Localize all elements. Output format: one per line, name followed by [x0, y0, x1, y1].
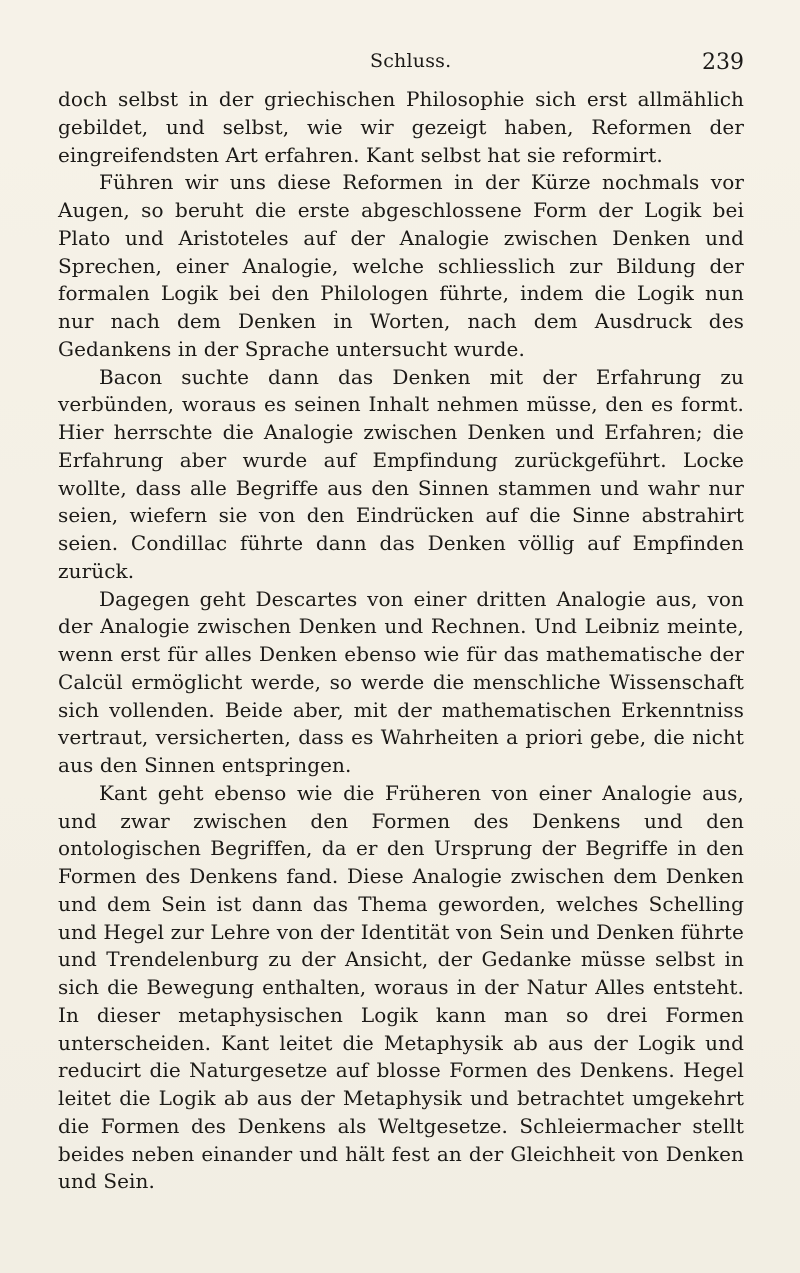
running-head	[0, 50, 800, 80]
paragraph-2: Führen wir uns diese Reformen in der Kürze nochmals vor Augen, so beruht die erste abgeschlossene Form der Logik bei Plato und Aristoteles auf der Analogie zwischen Denken und Sprechen, einer Analogie, welche schliesslich zur Bildung der formalen Logik bei den Philologen führte, indem die Logik nun nur nach dem Denken in Worten, nach dem Ausdruck des Gedankens in der Sprache untersucht wurde.	[58, 170, 744, 361]
page-number: 239	[702, 50, 744, 75]
chapter-title: Schluss.	[370, 50, 452, 72]
body-text	[58, 86, 744, 1196]
paragraph-5: Kant geht ebenso wie die Früheren von einer Analogie aus, und zwar zwischen den Formen des Denkens und den ontologischen Begriffen, da er den Ursprung der Begriffe in den Formen des Denkens fand. Diese Analogie zwischen dem Denken und dem Sein ist dann das Thema geworden, welches Schelling und Hegel zur Lehre von der Identität von Sein und Denken führte und Trendelenburg zu der Ansicht, der Gedanke müsse selbst in sich die Bewegung enthalten, woraus in der Natur Alles entsteht. In dieser metaphysischen Logik kann man so drei Formen unterscheiden. Kant leitet die Metaphysik ab aus der Logik und reducirt die Naturgesetze auf blosse Formen des Denkens. Hegel leitet die Logik ab aus der Metaphysik und betrachtet umgekehrt die Formen des Denkens als Weltgesetze. Schleiermacher stellt beides neben einander und hält fest an der Gleichheit von Denken und Sein.	[58, 780, 744, 1194]
paragraph-1: doch selbst in der griechischen Philosophie sich erst allmählich gebildet, und selbst, wie wir gezeigt haben, Reformen der eingreifendsten Art erfahren. Kant selbst hat sie reformirt.	[58, 87, 744, 167]
paragraph-4: Dagegen geht Descartes von einer dritten Analogie aus, von der Analogie zwischen Denken und Rechnen. Und Leibniz meinte, wenn erst für alles Denken ebenso wie für das mathematische der Calcül ermöglicht werde, so werde die menschliche Wissenschaft sich vollenden. Beide aber, mit der mathematischen Erkenntniss vertraut, versicherten, dass es Wahrheiten a priori gebe, die nicht aus den Sinnen entspringen.	[58, 586, 744, 777]
paragraph-3: Bacon suchte dann das Denken mit der Erfahrung zu verbünden, woraus es seinen Inhalt nehmen müsse, den es formt. Hier herrschte die Analogie zwischen Denken und Erfahren; die Erfahrung aber wurde auf Empfindung zurückgeführt. Locke wollte, dass alle Begriffe aus den Sinnen stammen und wahr nur seien, wiefern sie von den Eindrücken auf die Sinne abstrahirt seien. Condillac führte dann das Denken völlig auf Empfinden zurück.	[58, 364, 744, 583]
